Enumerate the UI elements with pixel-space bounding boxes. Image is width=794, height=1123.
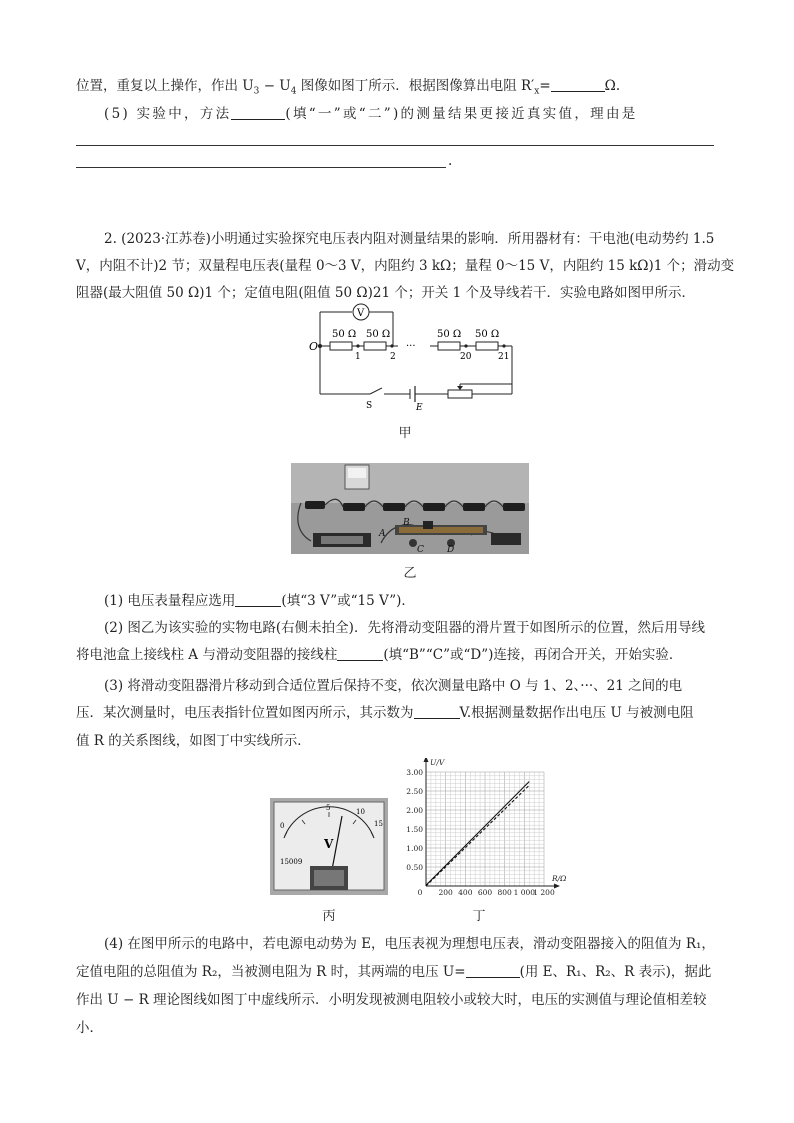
question-4-line <box>76 962 718 982</box>
ellipsis: ··· <box>406 341 416 352</box>
text-fragment: 压．某次测量时，电压表指针位置如图丙所示，其示数为 <box>76 705 414 721</box>
y-tick-label: 1.00 <box>406 844 423 853</box>
measured-line <box>426 782 529 886</box>
text-fragment: (用 E、R₁、R₂、R 表示)，据此 <box>519 964 712 980</box>
subscript: 4 <box>290 86 297 97</box>
voltmeter-label: V <box>357 308 365 319</box>
y-axis-label: U/V <box>430 758 445 767</box>
text-fragment: V.根据测量数据作出电压 U 与被测电阻 <box>459 705 694 721</box>
x-axis-label: R/Ω <box>552 874 566 883</box>
text-fragment: 位置，重复以上操作，作出 U <box>76 78 254 94</box>
scale-label: 0 <box>280 822 285 830</box>
terminal-label: C <box>417 545 424 554</box>
figure-caption: 甲 <box>398 426 412 441</box>
text-fragment: 定值电阻的总阻值为 R₂，当被测电阻为 R 时，其两端的电压 U= <box>76 964 466 980</box>
answer-blank[interactable] <box>551 77 605 92</box>
scale-label: 10 <box>356 808 365 816</box>
text-fragment: 将电池盒上接线柱 A 与滑动变阻器的接线柱 <box>76 647 338 663</box>
question-3-line: (3) 将滑动变阻器滑片移动到合适位置后保持不变，依次测量电路中 O 与 1、2、···、21 之间的电 <box>104 678 683 694</box>
subscript: x <box>534 86 540 97</box>
y-tick-label: 3.00 <box>406 768 423 777</box>
circuit-diagram <box>300 302 530 414</box>
figure-caption: 丁 <box>472 909 486 924</box>
problem-2-line: 阻器(最大阻值 50 Ω)1 个；定值电阻(阻值 50 Ω)21 个；开关 1 个及导线若干．实验电路如图甲所示． <box>76 285 695 301</box>
terminal-label: A <box>379 529 386 539</box>
terminal-label: D <box>447 545 455 554</box>
answer-line[interactable] <box>76 167 446 168</box>
x-axis-arrow <box>554 884 560 889</box>
text-fragment: (填“B”“C”或“D”)连接，再闭合开关，开始实验． <box>383 647 683 663</box>
answer-blank[interactable] <box>337 646 383 661</box>
text-fragment: . <box>448 153 453 169</box>
subscript: 3 <box>253 86 260 97</box>
resistor-label: 50 Ω <box>366 329 391 340</box>
scale-label: 15 <box>374 820 383 828</box>
y-tick-label: 0.50 <box>406 863 423 872</box>
answer-blank[interactable] <box>466 963 520 978</box>
x-tick-label: 1 200 <box>533 888 555 897</box>
x-tick-label: 800 <box>497 888 512 897</box>
scale-label: 5 <box>326 804 331 812</box>
x-tick-label: 0 <box>417 888 423 897</box>
resistor-label: 50 Ω <box>437 329 462 340</box>
apparatus-photo <box>291 463 529 554</box>
problem-2-line: 2. (2023·江苏卷)小明通过实验探究电压表内阻对测量结果的影响．所用器材有：干电池(电动势约 1.5 <box>104 231 715 247</box>
problem-2-line: V，内阻不计)2 节；双量程电压表(量程 0～3 V，内阻约 3 kΩ；量程 0～15 V，内阻约 15 kΩ)1 个；滑动变 <box>76 258 735 274</box>
text-fragment: (填“3 V”或“15 V”)． <box>281 593 415 609</box>
text-fragment: − U <box>259 78 291 94</box>
resistor-label: 50 Ω <box>475 329 500 340</box>
node-label: 21 <box>498 352 510 362</box>
question-1 <box>104 591 746 611</box>
meter-letter: V <box>324 837 334 851</box>
x-tick-label: 600 <box>477 888 493 897</box>
answer-blank[interactable] <box>231 105 285 120</box>
paragraph-top <box>76 76 718 102</box>
node-label: 2 <box>390 352 396 362</box>
answer-blank[interactable] <box>414 704 460 719</box>
switch-label: S <box>366 401 373 411</box>
resistor-label: 50 Ω <box>332 329 357 340</box>
text-fragment: 图像如图丁所示．根据图像算出电阻 R′ <box>296 78 535 94</box>
answer-blank[interactable] <box>235 592 281 607</box>
x-tick-label: 1 000 <box>513 888 536 897</box>
text-fragment: (1) 电压表量程应选用 <box>104 593 236 609</box>
question-4-line: 小． <box>76 1020 103 1036</box>
question-3-line <box>76 703 718 723</box>
terminal-label: B <box>403 518 410 528</box>
text-fragment: = <box>539 78 551 94</box>
text-fragment: Ω. <box>604 78 621 94</box>
battery-label: E <box>416 403 423 413</box>
question-2-line <box>76 645 718 665</box>
node-label: 1 <box>355 352 361 362</box>
node-label: O <box>309 340 319 353</box>
question-3-line: 值 R 的关系图线，如图丁中实线所示． <box>76 733 311 749</box>
u-r-chart <box>396 758 566 898</box>
question-5 <box>104 104 746 124</box>
answer-line[interactable] <box>76 145 714 146</box>
y-axis-arrow <box>424 758 429 762</box>
y-tick-label: 2.50 <box>406 787 423 796</box>
text-fragment: (5) 实验中，方法 <box>104 106 232 122</box>
y-tick-label: 2.00 <box>406 806 423 815</box>
y-tick-label: 1.50 <box>406 825 423 834</box>
figure-caption: 乙 <box>403 566 417 581</box>
voltmeter-photo <box>270 798 388 895</box>
serial-number: 15009 <box>280 858 303 866</box>
figure-caption: 丙 <box>322 909 336 924</box>
node-label: 20 <box>460 352 472 362</box>
x-tick-label: 400 <box>458 888 473 897</box>
question-4-line: 作出 U − R 理论图线如图丁中虚线所示．小明发现被测电阻较小或较大时，电压的实测值与理论值相差较 <box>76 992 707 1008</box>
question-4-line: (4) 在图甲所示的电路中，若电源电动势为 E，电压表视为理想电压表，滑动变阻器接入的阻值为 R₁， <box>104 936 715 952</box>
text-fragment: (填“一”或“二”)的测量结果更接近真实值，理由是 <box>285 106 638 122</box>
x-tick-label: 200 <box>438 888 453 897</box>
question-2-line: (2) 图乙为该实验的实物电路(右侧未拍全)．先将滑动变阻器的滑片置于如图所示的位置，然后用导线 <box>104 620 705 636</box>
